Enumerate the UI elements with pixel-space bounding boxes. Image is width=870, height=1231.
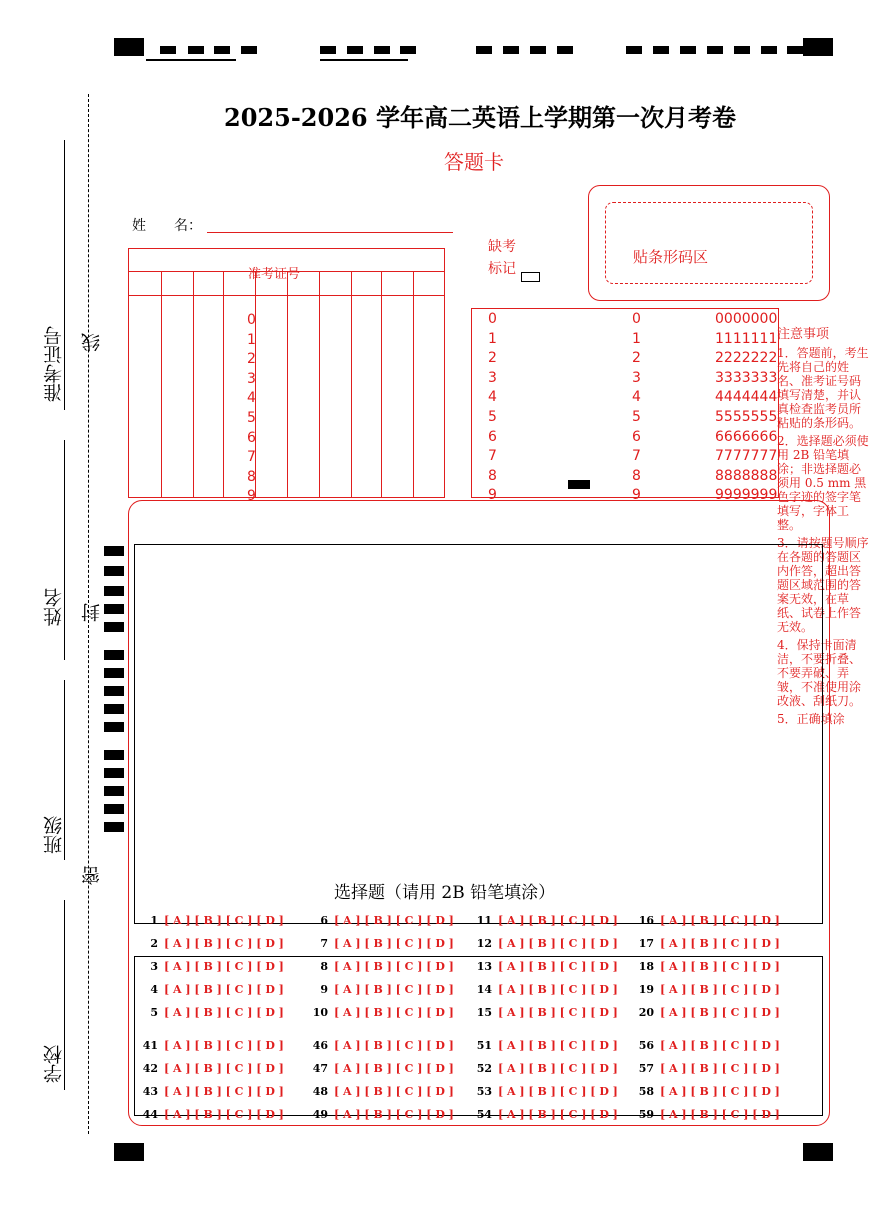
answer-options[interactable]: [ A ] [ B ] [ C ] [ D ] xyxy=(498,1108,618,1121)
mc-question[interactable] xyxy=(470,1039,618,1052)
question-number: 20 xyxy=(638,1006,654,1019)
question-number: 56 xyxy=(638,1039,654,1052)
answer-options[interactable]: [ A ] [ B ] [ C ] [ D ] xyxy=(164,1039,284,1052)
mc-question[interactable] xyxy=(136,1085,284,1098)
mc-question[interactable] xyxy=(470,983,618,996)
answer-options[interactable]: [ A ] [ B ] [ C ] [ D ] xyxy=(498,983,618,996)
answer-options[interactable]: [ A ] [ B ] [ C ] [ D ] xyxy=(334,1006,454,1019)
mc-question[interactable] xyxy=(632,1108,780,1121)
mc-question[interactable] xyxy=(632,1039,780,1052)
question-number: 17 xyxy=(638,937,654,950)
barcode-label: 贴条形码区 xyxy=(633,248,709,266)
ticket-label: 准考证号 xyxy=(248,267,301,282)
answer-options[interactable]: [ A ] [ B ] [ C ] [ D ] xyxy=(164,983,284,996)
correct-fill-sample xyxy=(568,480,590,489)
mc-question[interactable] xyxy=(136,914,284,927)
mc-question[interactable] xyxy=(632,914,780,927)
question-number: 13 xyxy=(476,960,492,973)
question-number: 44 xyxy=(142,1108,158,1121)
mc-question[interactable] xyxy=(470,1085,618,1098)
question-number: 8 xyxy=(320,960,328,973)
mc-question[interactable] xyxy=(136,1062,284,1075)
mc-question[interactable] xyxy=(136,1039,284,1052)
side-name-label: 姓名 xyxy=(43,588,65,626)
page-subtitle: 答题卡 xyxy=(444,150,504,174)
answer-options[interactable]: [ A ] [ B ] [ C ] [ D ] xyxy=(164,1085,284,1098)
answer-options[interactable]: [ A ] [ B ] [ C ] [ D ] xyxy=(660,983,780,996)
mc-question[interactable] xyxy=(306,937,454,950)
question-number: 7 xyxy=(320,937,328,950)
mc-question[interactable] xyxy=(470,1108,618,1121)
question-number: 2 xyxy=(150,937,158,950)
mc-question[interactable] xyxy=(470,960,618,973)
digits-col-1: 0 1 2 3 4 5 6 7 8 9 xyxy=(488,311,497,504)
side-ticket-label: 准考证号 xyxy=(43,326,65,402)
question-number: 4 xyxy=(150,983,158,996)
answer-options[interactable]: [ A ] [ B ] [ C ] [ D ] xyxy=(334,960,454,973)
answer-options[interactable]: [ A ] [ B ] [ C ] [ D ] xyxy=(498,1006,618,1019)
side-school-label: 学校 xyxy=(43,1045,65,1083)
mc-question[interactable] xyxy=(136,983,284,996)
question-number: 42 xyxy=(142,1062,158,1075)
answer-options[interactable]: [ A ] [ B ] [ C ] [ D ] xyxy=(498,960,618,973)
answer-options[interactable]: [ A ] [ B ] [ C ] [ D ] xyxy=(660,914,780,927)
answer-options[interactable]: [ A ] [ B ] [ C ] [ D ] xyxy=(498,1062,618,1075)
mc-question[interactable] xyxy=(632,1006,780,1019)
question-number: 46 xyxy=(312,1039,328,1052)
answer-options[interactable]: [ A ] [ B ] [ C ] [ D ] xyxy=(334,937,454,950)
barcode-area xyxy=(588,185,830,301)
mc-question[interactable] xyxy=(306,1006,454,1019)
side-class-label: 班级 xyxy=(43,816,65,854)
answer-options[interactable]: [ A ] [ B ] [ C ] [ D ] xyxy=(498,1039,618,1052)
mc-question[interactable] xyxy=(470,1062,618,1075)
question-number: 52 xyxy=(476,1062,492,1075)
question-number: 59 xyxy=(638,1108,654,1121)
answer-options[interactable]: [ A ] [ B ] [ C ] [ D ] xyxy=(164,960,284,973)
mc-question[interactable] xyxy=(470,1006,618,1019)
absent-label: 缺考 标记 xyxy=(488,239,516,277)
timing-mark xyxy=(803,38,833,56)
mc-question[interactable] xyxy=(136,960,284,973)
question-number: 54 xyxy=(476,1108,492,1121)
question-number: 1 xyxy=(150,914,158,927)
question-number: 3 xyxy=(150,960,158,973)
question-number: 18 xyxy=(638,960,654,973)
answer-options[interactable]: [ A ] [ B ] [ C ] [ D ] xyxy=(498,914,618,927)
answer-options[interactable]: [ A ] [ B ] [ C ] [ D ] xyxy=(660,937,780,950)
question-number: 49 xyxy=(312,1108,328,1121)
ticket-number-grid[interactable] xyxy=(128,248,445,505)
name-label: 姓 名： xyxy=(132,218,202,234)
question-number: 12 xyxy=(476,937,492,950)
mc-question[interactable] xyxy=(470,937,618,950)
mc-question[interactable] xyxy=(632,960,780,973)
digits-col-2: 0 1 2 3 4 5 6 7 8 9 xyxy=(632,311,641,504)
answer-options[interactable]: [ A ] [ B ] [ C ] [ D ] xyxy=(660,1039,780,1052)
ticket-digits-col: 0 1 2 3 4 5 6 7 8 9 xyxy=(247,312,256,505)
side-secret-char: 密 xyxy=(81,866,103,885)
mc-question[interactable] xyxy=(136,1108,284,1121)
question-number: 51 xyxy=(476,1039,492,1052)
mc-question[interactable] xyxy=(306,1062,454,1075)
name-field[interactable] xyxy=(207,231,453,233)
answer-options[interactable]: [ A ] [ B ] [ C ] [ D ] xyxy=(164,1006,284,1019)
question-number: 5 xyxy=(150,1006,158,1019)
side-line-char: 线 xyxy=(81,333,103,352)
answer-options[interactable]: [ A ] [ B ] [ C ] [ D ] xyxy=(498,1085,618,1098)
question-number: 15 xyxy=(476,1006,492,1019)
note-item: 1．答题前，考生先将自己的姓名、准考证号码填写清楚，并认真检查监考员所粘贴的条形码。 xyxy=(777,346,869,430)
mc-question[interactable] xyxy=(632,1062,780,1075)
side-seal-char: 封 xyxy=(81,603,103,622)
question-number: 6 xyxy=(320,914,328,927)
note-item: 3．请按题号顺序在各题的答题区内作答，超出答题区域范围的答案无效，在草纸、试卷上作答无效。 xyxy=(777,536,869,634)
question-number: 11 xyxy=(476,914,492,927)
note-item: 2．选择题必须使用 2B 铅笔填涂；非选择题必须用 0.5 mm 黑色字迹的签字笔填写，字体工整。 xyxy=(777,434,869,532)
answer-options[interactable]: [ A ] [ B ] [ C ] [ D ] xyxy=(334,1062,454,1075)
mc-question[interactable] xyxy=(306,1039,454,1052)
digits-col-3: 0000000 1111111 2222222 3333333 4444444 5555555 6666666 7777777 8888888 9999999 xyxy=(715,311,778,504)
mc-question[interactable] xyxy=(306,960,454,973)
mc-question[interactable] xyxy=(632,1085,780,1098)
note-item: 4．保持卡面清洁，不要折叠、不要弄破、弄皱，不准使用涂改液、刮纸刀。 xyxy=(777,638,862,708)
answer-options[interactable]: [ A ] [ B ] [ C ] [ D ] xyxy=(660,1108,780,1121)
timing-mark xyxy=(803,1143,833,1161)
question-number: 10 xyxy=(312,1006,328,1019)
note-item: 5．正确填涂 xyxy=(777,712,845,726)
answer-options[interactable]: [ A ] [ B ] [ C ] [ D ] xyxy=(334,983,454,996)
answer-inner-box xyxy=(134,544,823,924)
absent-checkbox[interactable] xyxy=(521,272,540,282)
answer-options[interactable]: [ A ] [ B ] [ C ] [ D ] xyxy=(164,937,284,950)
answer-options[interactable]: [ A ] [ B ] [ C ] [ D ] xyxy=(660,1006,780,1019)
answer-options[interactable]: [ A ] [ B ] [ C ] [ D ] xyxy=(660,1085,780,1098)
answer-options[interactable]: [ A ] [ B ] [ C ] [ D ] xyxy=(334,1039,454,1052)
question-number: 53 xyxy=(476,1085,492,1098)
answer-options[interactable]: [ A ] [ B ] [ C ] [ D ] xyxy=(164,914,284,927)
mc-question[interactable] xyxy=(632,983,780,996)
notes-title: 注意事项 xyxy=(777,327,830,342)
mc-heading: 选择题（请用 2B 铅笔填涂） xyxy=(334,883,556,903)
question-number: 48 xyxy=(312,1085,328,1098)
mc-question[interactable] xyxy=(136,1006,284,1019)
question-number: 16 xyxy=(638,914,654,927)
question-number: 9 xyxy=(320,983,328,996)
mc-question[interactable] xyxy=(306,1108,454,1121)
question-number: 41 xyxy=(142,1039,158,1052)
question-number: 19 xyxy=(638,983,654,996)
answer-options[interactable]: [ A ] [ B ] [ C ] [ D ] xyxy=(334,1108,454,1121)
mc-question[interactable] xyxy=(306,983,454,996)
mc-question[interactable] xyxy=(306,1085,454,1098)
answer-options[interactable]: [ A ] [ B ] [ C ] [ D ] xyxy=(660,960,780,973)
answer-options[interactable]: [ A ] [ B ] [ C ] [ D ] xyxy=(164,1062,284,1075)
answer-options[interactable]: [ A ] [ B ] [ C ] [ D ] xyxy=(498,937,618,950)
timing-mark xyxy=(114,38,144,56)
question-number: 43 xyxy=(142,1085,158,1098)
answer-options[interactable]: [ A ] [ B ] [ C ] [ D ] xyxy=(334,914,454,927)
question-number: 58 xyxy=(638,1085,654,1098)
timing-mark xyxy=(114,1143,144,1161)
answer-options[interactable]: [ A ] [ B ] [ C ] [ D ] xyxy=(660,1062,780,1075)
mc-question[interactable] xyxy=(632,937,780,950)
mc-question[interactable] xyxy=(470,914,618,927)
mc-question[interactable] xyxy=(306,914,454,927)
question-number: 47 xyxy=(312,1062,328,1075)
answer-options[interactable]: [ A ] [ B ] [ C ] [ D ] xyxy=(164,1108,284,1121)
mc-question[interactable] xyxy=(136,937,284,950)
question-number: 57 xyxy=(638,1062,654,1075)
page-title: 2025-2026 学年高二英语上学期第一次月考卷 xyxy=(224,103,736,132)
answer-options[interactable]: [ A ] [ B ] [ C ] [ D ] xyxy=(334,1085,454,1098)
question-number: 14 xyxy=(476,983,492,996)
